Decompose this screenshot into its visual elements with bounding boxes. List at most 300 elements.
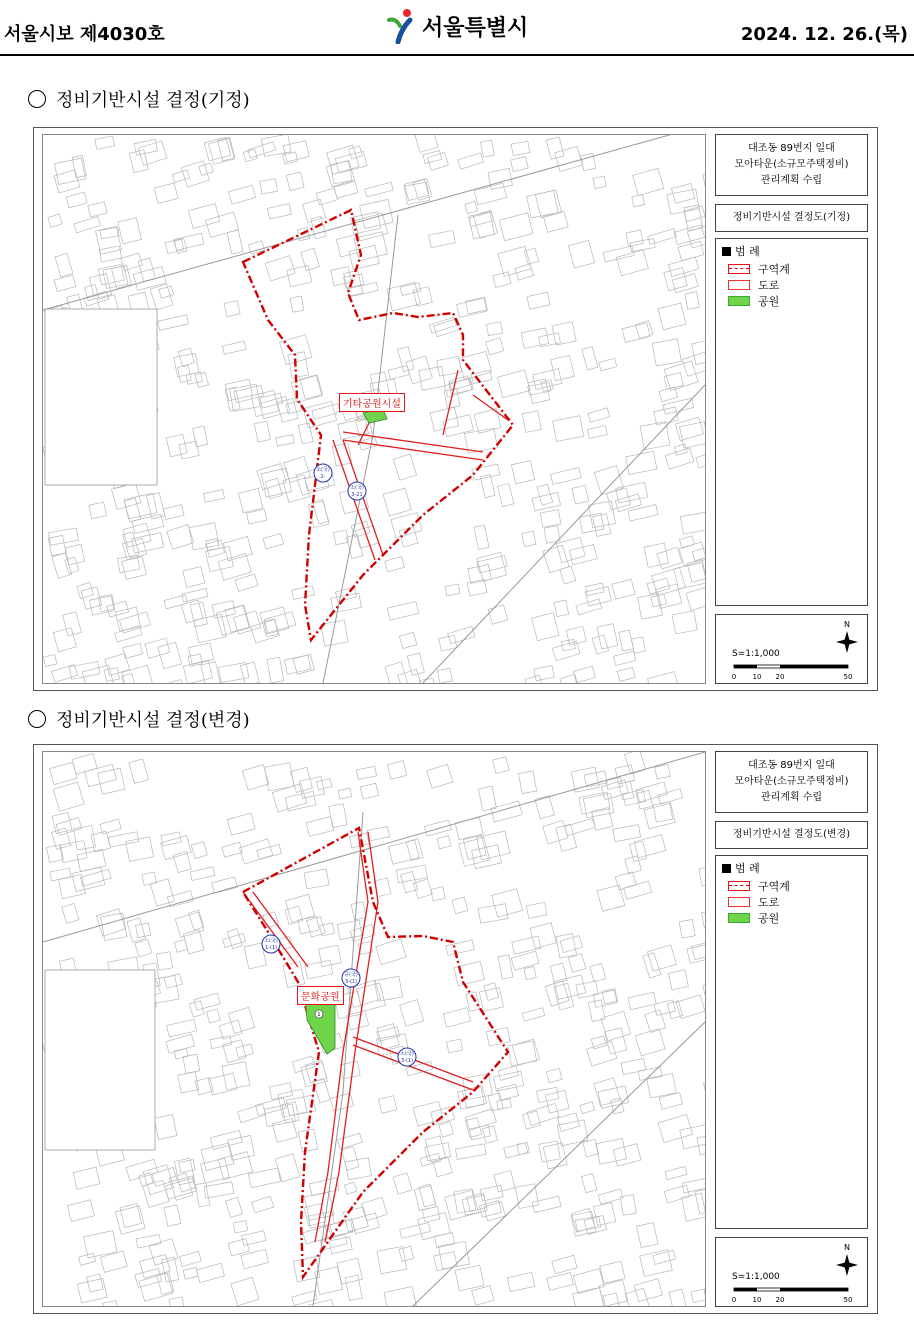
drawing-subtitle: 정비기반시설 결정도(기정) <box>715 204 868 232</box>
parcel <box>107 601 129 617</box>
parcel <box>652 567 686 595</box>
parcel <box>525 675 545 683</box>
scale-box <box>715 614 868 684</box>
parcel <box>583 1139 599 1157</box>
parcel <box>593 990 617 1007</box>
road-marker-label: 소(국) <box>400 1051 414 1057</box>
parcel <box>466 992 480 1011</box>
parcel <box>702 911 706 928</box>
legend-box <box>715 855 868 1229</box>
parcel <box>356 766 376 779</box>
legend-square-icon <box>722 864 731 873</box>
parcel <box>406 839 423 861</box>
parcel <box>387 761 407 780</box>
parcel <box>239 839 272 864</box>
parcel <box>452 897 468 914</box>
parcel <box>477 556 507 573</box>
parcel <box>190 602 207 626</box>
parcel <box>265 256 295 281</box>
parcel <box>72 867 105 892</box>
parcel <box>552 641 580 661</box>
parcel <box>680 512 705 534</box>
parcel <box>206 212 239 237</box>
parcel <box>669 1289 686 1306</box>
parcel <box>413 879 432 899</box>
parcel <box>52 828 71 849</box>
svg-text:20: 20 <box>775 1296 785 1304</box>
parcel <box>675 417 703 441</box>
parcel <box>429 230 456 247</box>
seoul-symbol-icon <box>386 8 416 44</box>
parcel <box>508 1041 537 1066</box>
parcel <box>526 902 547 918</box>
parcel <box>415 135 438 152</box>
parcel <box>624 881 652 899</box>
parcel <box>473 210 497 238</box>
parcel <box>396 865 427 883</box>
parcel <box>576 599 602 615</box>
park-swatch-icon <box>728 296 750 306</box>
map-panel-changed <box>33 744 878 1314</box>
parcel <box>183 567 205 588</box>
parcel <box>455 817 483 839</box>
parcel <box>149 1239 178 1266</box>
parcel <box>431 887 446 901</box>
parcel <box>674 444 687 455</box>
parcel <box>488 1093 503 1111</box>
parcel <box>112 482 142 509</box>
parcel <box>625 752 646 774</box>
parcel <box>292 1056 315 1073</box>
parcel <box>52 553 72 578</box>
parcel <box>668 970 688 990</box>
parcel <box>556 824 577 851</box>
parcel <box>60 841 87 863</box>
parcel <box>586 583 605 596</box>
parcel <box>540 510 561 528</box>
parcel <box>283 962 305 988</box>
parcel <box>664 1185 690 1203</box>
plan-title-box <box>715 134 868 196</box>
parcel <box>178 365 191 382</box>
parcel <box>429 317 456 333</box>
park-marker-number: 1 <box>317 1012 321 1018</box>
parcel <box>223 1040 246 1063</box>
parcel <box>387 601 418 620</box>
parcel <box>136 1234 161 1248</box>
parcel <box>497 1099 512 1110</box>
parcel <box>179 1251 201 1266</box>
plan-title-box <box>715 751 868 813</box>
parcel <box>53 782 84 811</box>
parcel <box>223 536 252 560</box>
parcel <box>88 202 107 217</box>
parcel <box>507 1273 534 1292</box>
parcel <box>267 204 291 219</box>
parcel <box>195 372 209 387</box>
parcel <box>640 1250 673 1277</box>
parcel <box>437 668 452 683</box>
parcel <box>193 426 208 446</box>
parcel <box>178 1176 196 1192</box>
parcel <box>393 454 416 480</box>
parcel <box>338 419 369 440</box>
parcel <box>276 435 294 446</box>
parcel <box>692 339 705 365</box>
legend-item-road: 도로 <box>728 894 779 910</box>
parcel <box>345 1158 371 1180</box>
parcel <box>640 422 670 450</box>
parcel <box>493 272 511 288</box>
parcel <box>571 1211 596 1236</box>
plan-title-line: 모아타운(소규모주택정비) <box>734 776 849 787</box>
parcel <box>337 1133 362 1149</box>
parcel <box>587 426 607 439</box>
parcel <box>580 1102 595 1114</box>
parcel <box>79 1253 96 1265</box>
parcel <box>196 1263 224 1282</box>
parcel <box>478 904 508 924</box>
parcel <box>317 778 332 789</box>
parcel <box>463 835 486 859</box>
parcel <box>248 1168 280 1188</box>
parcel <box>95 136 115 150</box>
parcel <box>572 485 589 504</box>
parcel <box>166 434 187 457</box>
parcel <box>656 584 682 608</box>
parcel <box>334 181 358 198</box>
parcel <box>686 585 705 611</box>
parcel <box>252 1196 274 1212</box>
parcel <box>685 292 700 310</box>
map-existing <box>42 134 706 684</box>
parcel <box>672 183 695 203</box>
parcel <box>647 578 670 594</box>
parcel <box>306 817 334 837</box>
parcel <box>648 672 678 683</box>
parcel <box>63 612 82 636</box>
parcel <box>420 678 437 683</box>
parcel <box>494 1171 515 1192</box>
parcel <box>569 544 597 564</box>
parcel <box>626 230 643 246</box>
parcel <box>288 352 309 378</box>
parcel <box>231 1277 259 1305</box>
parcel <box>584 771 607 787</box>
parcel <box>150 284 173 310</box>
parcel <box>568 954 586 973</box>
road-marker-label: 중(국) <box>344 972 358 978</box>
parcel <box>664 373 683 390</box>
parcel <box>158 642 182 669</box>
parcel <box>499 213 533 241</box>
parcel <box>282 1102 299 1123</box>
parcel <box>445 1190 479 1220</box>
parcel <box>286 172 304 191</box>
plan-title-line: 관리계획 수립 <box>760 792 823 803</box>
parcel <box>206 540 225 557</box>
parcel <box>133 267 166 291</box>
parcel <box>164 1205 181 1227</box>
parcel <box>556 934 577 959</box>
parcel <box>543 820 568 843</box>
parcel <box>243 149 257 161</box>
parcel <box>311 216 326 238</box>
parcel <box>484 1202 506 1221</box>
parcel <box>555 146 583 171</box>
parcel <box>568 240 594 268</box>
parcel <box>304 869 329 889</box>
parcel <box>190 867 215 881</box>
parcel <box>182 588 208 602</box>
parcel <box>437 836 451 849</box>
parcel <box>628 505 658 521</box>
parcel <box>474 183 506 205</box>
svg-text:10: 10 <box>752 1296 762 1304</box>
parcel <box>265 763 294 791</box>
parcel <box>105 653 130 675</box>
parcel <box>43 655 56 667</box>
parcel <box>553 416 584 442</box>
parcel <box>521 328 549 348</box>
parcel <box>138 141 167 165</box>
road-marker-label: 소(국) <box>264 938 278 944</box>
parcel <box>619 781 634 800</box>
parcel <box>216 606 249 636</box>
section-heading-existing <box>28 86 250 112</box>
parcel <box>203 490 224 503</box>
parcel <box>189 643 214 664</box>
gazette-date: 2024. 12. 26.(목) <box>740 24 908 45</box>
parcel <box>458 153 484 169</box>
parcel <box>212 877 238 893</box>
parcel <box>532 613 559 641</box>
plan-title-line: 대조동 89번지 일대 <box>748 143 835 154</box>
parcel <box>554 600 568 617</box>
parcel <box>704 1079 706 1096</box>
parcel <box>172 170 189 182</box>
road-marker-number: 1-(1) <box>264 945 278 951</box>
parcel <box>257 844 282 859</box>
parcel <box>343 1207 368 1232</box>
parcel <box>100 227 119 239</box>
parcel <box>239 488 263 512</box>
legend-item-park: 공원 <box>728 910 779 926</box>
circle-bullet-icon <box>28 90 46 108</box>
parcel <box>47 845 64 863</box>
parcel <box>703 983 705 994</box>
parcel <box>616 250 648 276</box>
parcel <box>427 152 448 170</box>
parcel <box>644 543 668 567</box>
parcel <box>344 1182 356 1194</box>
parcel <box>73 1167 100 1189</box>
parcel <box>497 483 514 506</box>
parcel <box>621 1058 646 1074</box>
map-panel-existing <box>33 127 878 691</box>
parcel <box>194 614 226 642</box>
parcel <box>305 960 333 979</box>
parcel <box>238 1104 266 1122</box>
parcel <box>511 141 530 156</box>
parcel <box>551 355 575 380</box>
parcel <box>596 1138 627 1164</box>
parcel <box>546 1068 562 1082</box>
parcel <box>291 767 313 792</box>
parcel <box>647 945 676 971</box>
parcel <box>591 1036 606 1049</box>
parcel <box>188 204 220 229</box>
parcel <box>697 1133 705 1154</box>
parcel <box>236 1044 254 1058</box>
parcel <box>341 1147 359 1170</box>
parcel <box>616 482 648 503</box>
parcel <box>594 466 623 495</box>
svg-text:0: 0 <box>731 673 737 681</box>
parcel <box>391 512 422 537</box>
parcel <box>398 347 414 372</box>
parcel <box>684 206 705 222</box>
parcel <box>547 1273 574 1291</box>
park-swatch-icon <box>728 913 750 923</box>
parcel <box>481 140 495 157</box>
parcel <box>498 1066 519 1081</box>
parcel <box>89 502 107 519</box>
parcel <box>580 513 604 533</box>
parcel <box>50 762 78 784</box>
parcel <box>400 1223 431 1239</box>
parcel <box>345 1275 362 1300</box>
parcel <box>443 1008 470 1028</box>
scale-box <box>715 1237 868 1307</box>
parcel <box>126 837 154 862</box>
parcel <box>340 1061 360 1078</box>
parcel <box>338 788 352 799</box>
parcel <box>522 1008 545 1021</box>
parcel <box>585 587 611 607</box>
parcel <box>119 612 150 633</box>
parcel <box>331 593 362 612</box>
parcel <box>103 1301 119 1306</box>
map-label-culture-park: 문화공원 <box>297 986 344 1005</box>
parcel <box>167 891 193 907</box>
parcel <box>472 1286 494 1306</box>
section-heading-text: 정비기반시설 결정(기정) <box>56 90 250 111</box>
road-marker-number: 3-(1) <box>344 979 358 985</box>
map-drawing <box>43 752 705 1306</box>
parcel <box>457 298 487 317</box>
parcel <box>493 757 509 774</box>
parcel <box>663 398 694 414</box>
parcel <box>519 771 537 794</box>
parcel <box>48 214 62 227</box>
svg-text:N: N <box>844 620 850 629</box>
parcel <box>316 188 337 205</box>
parcel <box>361 1197 387 1221</box>
parcel <box>87 1274 104 1292</box>
parcel <box>319 945 342 966</box>
parcel <box>242 1231 266 1246</box>
map-changed <box>42 751 706 1307</box>
parcel <box>658 789 683 805</box>
parcel <box>665 448 694 469</box>
parcel <box>267 657 284 683</box>
parcel <box>619 630 634 651</box>
parcel <box>379 1096 397 1114</box>
parcel <box>588 1000 605 1022</box>
parcel <box>377 1247 407 1274</box>
parcel <box>588 408 610 423</box>
parcel <box>413 179 432 201</box>
parcel <box>552 1255 577 1274</box>
parcel <box>497 370 530 398</box>
parcel <box>143 1165 173 1195</box>
parcel <box>222 842 243 857</box>
parcel <box>696 454 705 468</box>
parcel <box>115 626 142 642</box>
parcel <box>120 1204 142 1228</box>
parcel <box>142 872 157 885</box>
parcel <box>566 626 586 645</box>
parcel <box>480 1185 503 1201</box>
seoul-logo <box>386 8 528 44</box>
parcel <box>645 1010 666 1033</box>
parcel <box>447 1039 463 1053</box>
parcel <box>527 292 550 309</box>
parcel <box>140 1254 170 1278</box>
parcel <box>527 1103 559 1125</box>
parcel <box>582 347 598 370</box>
legend-square-icon <box>722 247 731 256</box>
parcel <box>275 1154 299 1182</box>
parcel <box>448 626 475 643</box>
parcel <box>315 1267 343 1295</box>
parcel <box>77 849 106 871</box>
boundary-swatch-icon <box>728 881 750 891</box>
parcel <box>161 832 182 846</box>
parcel <box>554 975 586 1000</box>
parcel <box>434 1252 458 1271</box>
parcel <box>582 1174 597 1193</box>
parcel <box>208 1073 237 1095</box>
parcel <box>65 544 84 564</box>
parcel <box>477 552 507 581</box>
parcel <box>400 1000 424 1026</box>
parcel <box>607 488 631 510</box>
parcel <box>385 662 408 683</box>
parcel <box>374 976 402 1001</box>
parcel <box>674 563 705 590</box>
parcel <box>292 586 315 600</box>
parcel <box>58 874 85 898</box>
parcel <box>551 468 582 485</box>
parcel <box>530 923 557 949</box>
parcel <box>134 139 157 155</box>
parcel <box>384 1286 416 1306</box>
parcel <box>413 287 432 306</box>
parcel <box>287 265 312 286</box>
parcel <box>515 264 534 280</box>
parcel <box>329 804 347 828</box>
parcel <box>601 1011 631 1041</box>
parcel <box>628 992 656 1009</box>
svg-text:0: 0 <box>731 1296 737 1304</box>
parcel <box>512 936 541 954</box>
parcel <box>143 1180 169 1207</box>
parcel <box>699 864 705 885</box>
parcel <box>174 1158 194 1185</box>
parcel <box>264 612 296 633</box>
